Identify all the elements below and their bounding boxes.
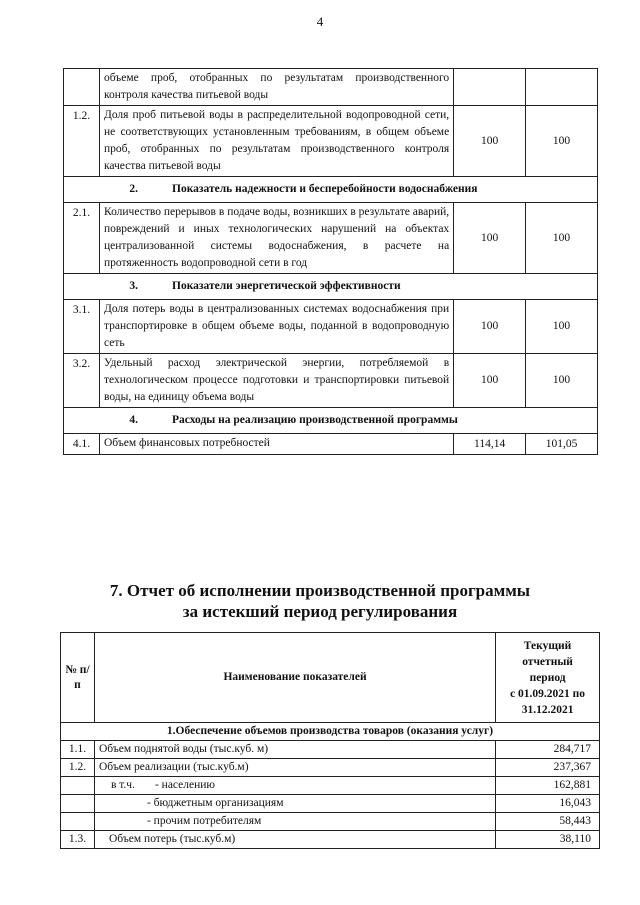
row-value-2: 100 [526,106,598,177]
table-row [64,434,598,455]
row-value-2: 100 [526,354,598,408]
row-description: Доля проб питьевой воды в распределительной водопроводной сети, не соответствующих установленным требованиям, в общем объеме проб, отобранных по результатам производственного контроля качества питьевой воды [99,106,453,177]
row-value: 284,717 [496,741,600,759]
section-row [64,274,598,300]
section-text: Показатель надежности и бесперебойности водоснабжения [172,183,478,195]
row-value: 162,881 [496,777,600,795]
row-num [64,69,100,106]
row-value-1: 114,14 [454,434,526,455]
table-row [61,741,600,759]
row-description: Количество перерывов в подаче воды, возникших в результате аварий, повреждений и иных технологических нарушений на объектах централизованной системы водоснабжения, в расчете на протяженность водопроводной сети в год [99,203,453,274]
row-name: - бюджетным организациям [94,795,495,813]
section-number: 2. [129,183,138,195]
table-row [64,300,598,354]
table-row [64,106,598,177]
section-row [64,408,598,434]
section-text: Расходы на реализацию производственной программы [172,414,458,426]
row-num: 1.2. [61,759,95,777]
row-num: 3.2. [64,354,100,408]
section-row [61,723,600,741]
row-num: 2.1. [64,203,100,274]
row-name: Объем реализации (тыс.куб.м) [94,759,495,777]
indicators-table [63,68,598,455]
row-description: объеме проб, отобранных по результатам производственного контроля качества питьевой воды [99,69,453,106]
row-name: Объем потерь (тыс.куб.м) [94,831,495,849]
row-description: Удельный расход электрической энергии, потребляемой в технологическом процессе подготовки и транспортировки питьевой воды, на единицу объема воды [99,354,453,408]
row-value-1 [454,69,526,106]
row-num: 1.3. [61,831,95,849]
row-num [61,777,95,795]
section-row [64,177,598,203]
row-name: - прочим потребителям [94,813,495,831]
header-row [61,633,600,723]
row-value: 237,367 [496,759,600,777]
header-current-line: 31.12.2021 [521,703,574,716]
program-report-table [60,632,600,849]
row-prefix: в т.ч. [110,779,135,791]
header-current-line: с 01.09.2021 по [510,687,586,700]
section-title [64,177,598,203]
page-number: 4 [316,14,324,29]
section-number: 4. [129,414,138,426]
row-name: Объем поднятой воды (тыс.куб. м) [94,741,495,759]
row-num: 1.1. [61,741,95,759]
row-value-2: 100 [526,300,598,354]
row-value: 58,443 [496,813,600,831]
table-row [64,69,598,106]
table-row [61,777,600,795]
row-value: 38,110 [496,831,600,849]
row-value-1: 100 [454,106,526,177]
row-num [61,795,95,813]
section-title [64,408,598,434]
section-7-title [0,580,640,622]
table-row [64,354,598,408]
table-row [61,795,600,813]
header-name: Наименование показателей [94,633,495,723]
table-row [61,813,600,831]
section-7-title-line2: за истекший период регулирования [182,602,458,621]
row-num: 3.1. [64,300,100,354]
header-current-line: Текущий [523,639,572,652]
header-current-period [496,633,600,723]
row-num: 4.1. [64,434,100,455]
header-current-line: отчетный [522,655,573,668]
section-1-title: 1.Обеспечение объемов производства товаров (оказания услуг) [61,723,600,741]
row-description: Доля потерь воды в централизованных системах водоснабжения при транспортировке в общем объеме воды, поданной в водопроводную сеть [99,300,453,354]
row-num: 1.2. [64,106,100,177]
row-description: Объем финансовых потребностей [99,434,453,455]
row-name [94,777,495,795]
row-value-1: 100 [454,354,526,408]
section-7-title-line1: 7. Отчет об исполнении производственной программы [109,581,531,600]
section-text: Показатели энергетической эффективности [172,280,401,292]
row-value-2 [526,69,598,106]
section-title [64,274,598,300]
row-value-2: 100 [526,203,598,274]
row-value: 16,043 [496,795,600,813]
row-value-2: 101,05 [526,434,598,455]
table-row [61,831,600,849]
table-row [64,203,598,274]
row-num [61,813,95,831]
row-name-text: - населению [154,779,216,791]
header-num: № п/п [61,633,95,723]
section-number: 3. [129,280,138,292]
table-row [61,759,600,777]
row-value-1: 100 [454,203,526,274]
header-current-line: период [529,671,566,684]
row-value-1: 100 [454,300,526,354]
